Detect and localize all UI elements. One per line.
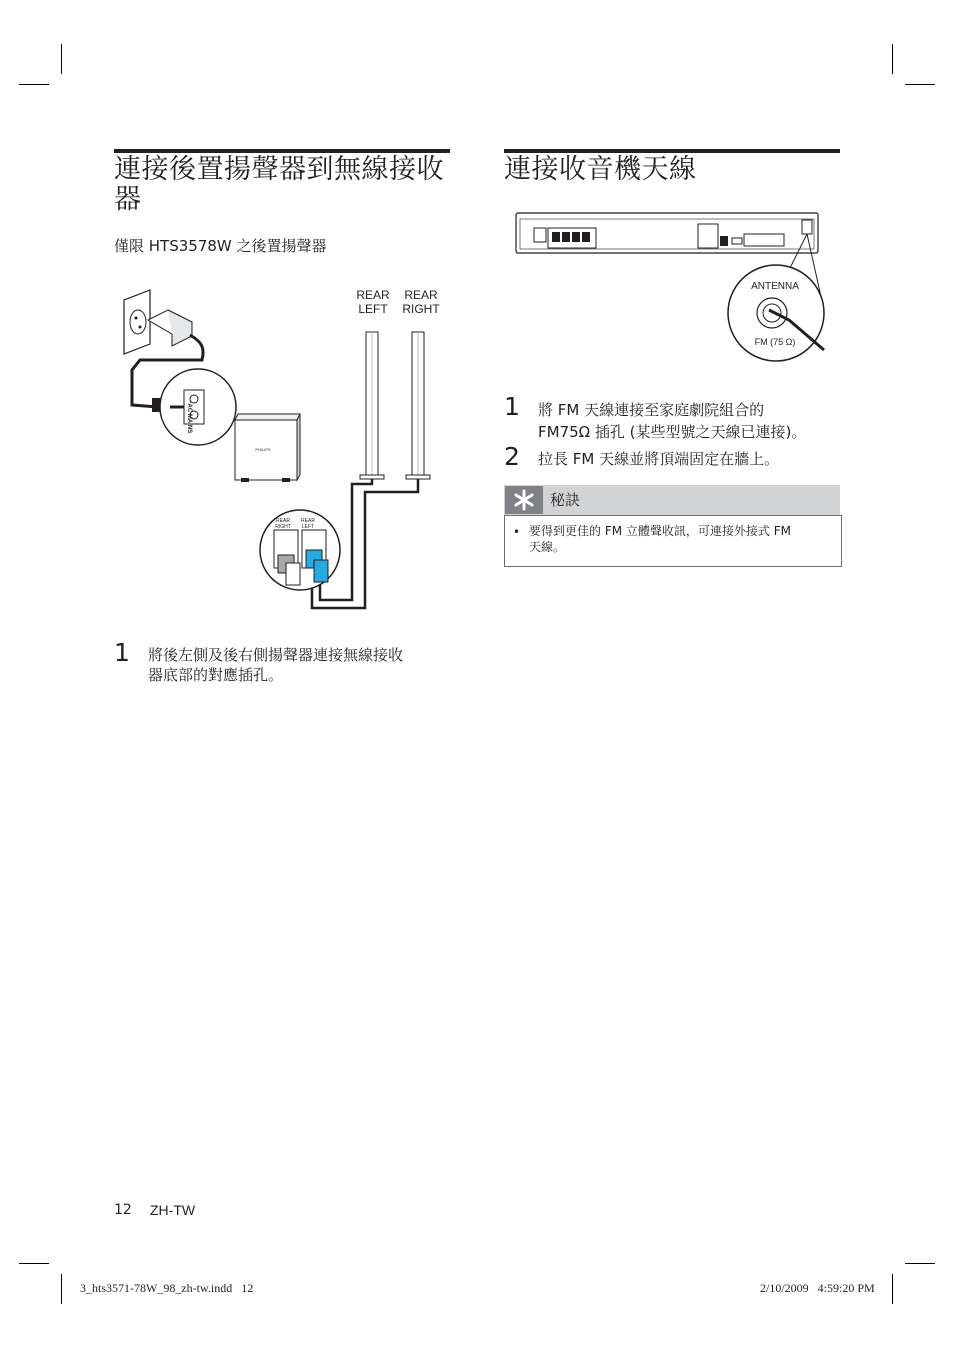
- label-line: RIGHT: [402, 302, 440, 316]
- section-title-left: [114, 155, 454, 215]
- tip-line: 天線。: [529, 540, 566, 554]
- tip-icon: [505, 486, 543, 514]
- crop-mark: [61, 44, 62, 74]
- jack-label-rear-left: [297, 518, 319, 530]
- power-plug-icon: [148, 310, 192, 346]
- title-line: 器: [114, 184, 142, 215]
- tip-title: 秘訣: [550, 491, 581, 509]
- receiver-brand: PHILIPS: [255, 447, 271, 452]
- step-text: 拉長 FM 天線並將頂端固定在牆上。: [538, 450, 780, 468]
- label-line: LEFT: [358, 302, 388, 316]
- jack-label-rear-right: [272, 518, 294, 530]
- section-rule-left: [114, 149, 450, 153]
- label-line: REAR: [356, 288, 390, 302]
- tip-text: [529, 523, 834, 555]
- step-number: 2: [504, 442, 520, 471]
- label-line: REAR: [301, 518, 315, 524]
- step-text: [148, 645, 453, 685]
- crop-mark: [905, 84, 935, 85]
- page-number: 12: [114, 1202, 132, 1218]
- step-line: 器底部的對應插孔。: [148, 666, 284, 684]
- step-line: FM75Ω 插孔 (某些型號之天線已連接)。: [538, 423, 807, 441]
- step-line: 將後左側及後右側揚聲器連接無線接收: [148, 646, 404, 664]
- wall-socket-icon: [124, 290, 150, 354]
- print-timestamp: 2/10/2009 4:59:20 PM: [760, 1281, 875, 1295]
- ac-mains-label: ~AC MAINS: [186, 400, 192, 434]
- crop-mark: [892, 44, 893, 74]
- tip-bullet: •: [513, 525, 521, 539]
- file-name: 3_hts3571-78W_98_zh-tw.indd 12: [80, 1281, 254, 1295]
- label-line: LEFT: [301, 524, 315, 530]
- crop-mark: [892, 1274, 893, 1304]
- section-title-right: 連接收音機天線: [504, 154, 697, 185]
- language-code: ZH-TW: [150, 1202, 196, 1218]
- step-line: 將 FM 天線連接至家庭劇院組合的: [538, 401, 765, 419]
- rear-speaker-diagram: [110, 280, 455, 620]
- step-number: 1: [114, 638, 130, 667]
- crop-mark: [19, 1263, 49, 1264]
- fm-label: FM (75 Ω): [754, 337, 796, 347]
- speaker-label-rear-left: [352, 288, 394, 316]
- rear-left-speaker: [360, 332, 384, 479]
- step-number: 1: [504, 392, 520, 421]
- label-line: REAR: [276, 518, 290, 524]
- label-line: REAR: [404, 288, 438, 302]
- label-line: RIGHT: [275, 524, 291, 530]
- rear-right-speaker: [406, 332, 430, 479]
- crop-mark: [61, 1274, 62, 1304]
- step-text: [538, 400, 843, 442]
- model-note: 僅限 HTS3578W 之後置揚聲器: [114, 237, 327, 255]
- tip-line: 要得到更佳的 FM 立體聲收訊，可連接外接式 FM: [529, 524, 791, 538]
- rear-panel-icon: [516, 213, 818, 253]
- title-line: 連接後置揚聲器到無線接收: [114, 154, 444, 185]
- speaker-label-rear-right: [399, 288, 443, 316]
- crop-mark: [19, 84, 49, 85]
- crop-mark: [905, 1263, 935, 1264]
- antenna-label: ANTENNA: [751, 281, 799, 292]
- section-rule-right: [504, 149, 840, 153]
